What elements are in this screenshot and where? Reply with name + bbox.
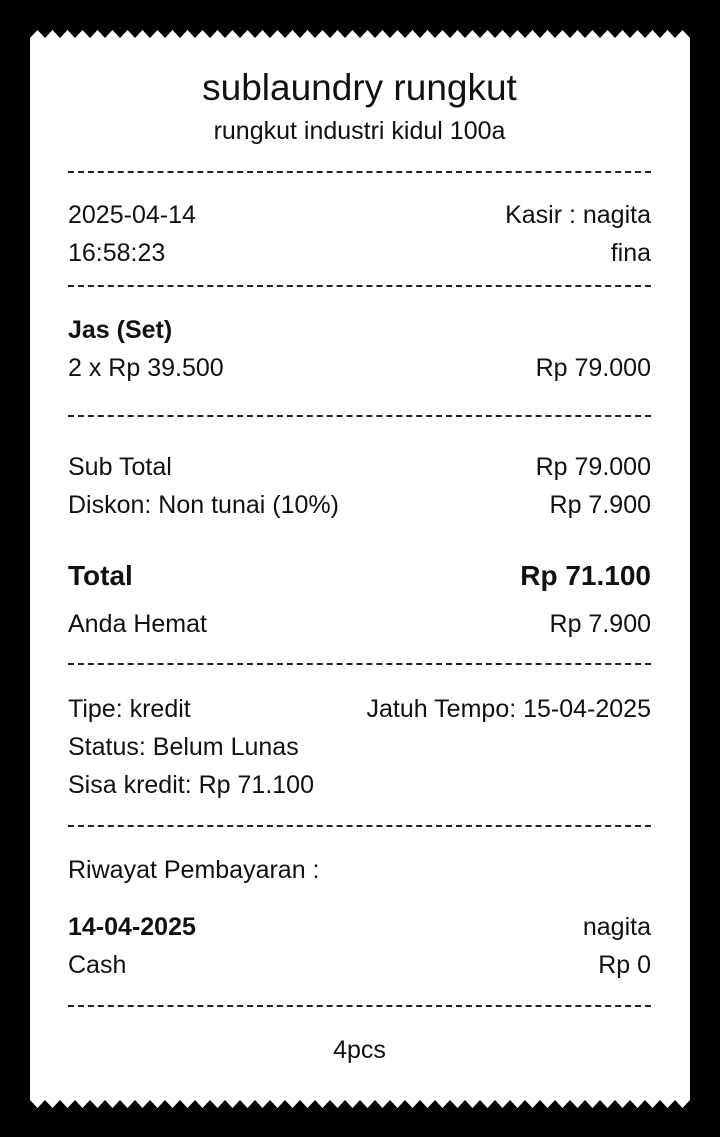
saved-label: Anda Hemat [68, 610, 207, 638]
discount-label: Diskon: Non tunai (10%) [68, 491, 339, 519]
cashier-label: Kasir : nagita [505, 201, 651, 229]
total-value: Rp 71.100 [520, 560, 651, 591]
history-amount: Rp 0 [598, 951, 651, 979]
item-amount: Rp 79.000 [535, 354, 651, 382]
remaining-credit: Sisa kredit: Rp 71.100 [68, 771, 314, 799]
payment-row [68, 694, 651, 724]
item-name: Jas (Set) [68, 316, 173, 344]
history-detail-row [68, 950, 651, 980]
meta-row-1 [68, 200, 651, 230]
subtotal-value: Rp 79.000 [535, 453, 651, 481]
discount-row [68, 490, 651, 520]
meta-row-2 [68, 238, 651, 268]
store-address: rungkut industri kidul 100a [213, 117, 506, 145]
subtotal-label: Sub Total [68, 453, 172, 481]
discount-value: Rp 7.900 [549, 491, 651, 519]
total-row [68, 559, 651, 593]
history-date: 14-04-2025 [68, 913, 196, 941]
cashier-name-cont: fina [610, 239, 651, 267]
pieces-count: 4pcs [333, 1036, 386, 1064]
item-detail-row [68, 353, 651, 383]
receipt [30, 30, 690, 1108]
divider [68, 171, 651, 173]
item-qty-price: 2 x Rp 39.500 [68, 354, 224, 382]
history-entry-row [68, 912, 651, 942]
history-user: nagita [582, 913, 651, 941]
divider [68, 1005, 651, 1007]
payment-type: Tipe: kredit [68, 695, 191, 723]
saved-row [68, 609, 651, 639]
divider [68, 285, 651, 287]
subtotal-row [68, 452, 651, 482]
history-title-row [68, 855, 651, 885]
payment-status: Status: Belum Lunas [68, 733, 299, 761]
receipt-date: 2025-04-14 [68, 201, 196, 229]
total-label: Total [68, 560, 133, 591]
saved-value: Rp 7.900 [549, 610, 651, 638]
remaining-row [68, 770, 651, 800]
store-name: sublaundry rungkut [202, 67, 517, 108]
item-name-row [68, 315, 651, 345]
payment-due: Jatuh Tempo: 15-04-2025 [366, 695, 651, 723]
divider [68, 415, 651, 417]
history-method: Cash [68, 951, 127, 979]
status-row [68, 732, 651, 762]
divider [68, 825, 651, 827]
receipt-time: 16:58:23 [68, 239, 166, 267]
divider [68, 663, 651, 665]
history-title: Riwayat Pembayaran : [68, 856, 320, 884]
